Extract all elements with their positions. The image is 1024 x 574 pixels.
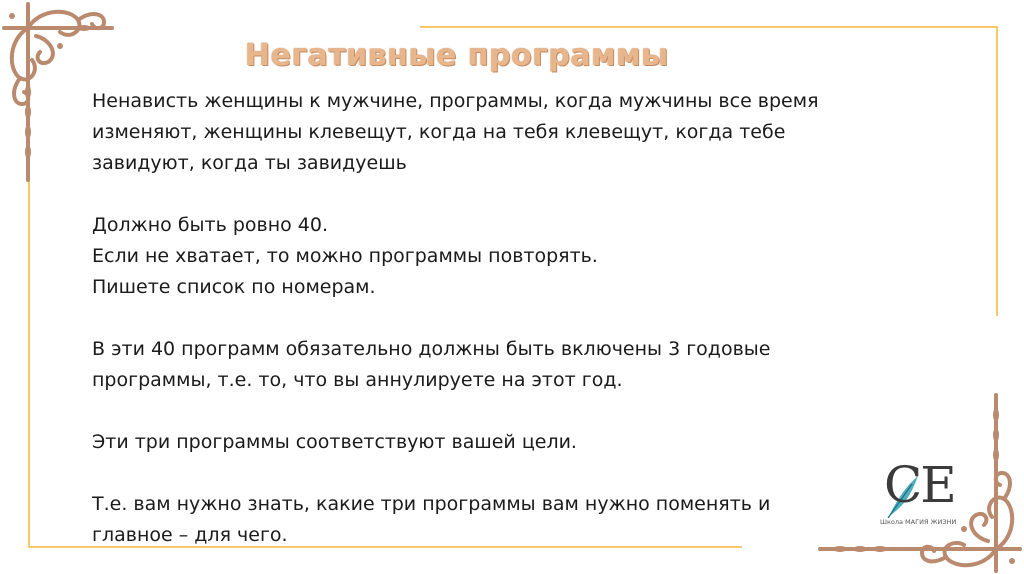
text-line: Ненависть женщины к мужчине, программы, когда мужчины все время: [92, 90, 819, 112]
paragraph-why: [92, 489, 892, 551]
logo-mark: CE: [884, 456, 955, 514]
paragraph-yearly-programs: [92, 334, 892, 396]
text-line: Должно быть ровно 40.: [92, 214, 329, 236]
frame-top-line: [420, 26, 998, 28]
paragraph-count-rules: [92, 210, 892, 303]
slide-body: [92, 86, 892, 551]
text-line: изменяют, женщины клевещут, когда на тебя клевещут, когда тебе: [92, 121, 786, 143]
text-line: В эти 40 программ обязательно должны быть включены 3 годовые: [92, 338, 771, 360]
text-line: завидуют, когда ты завидуешь: [92, 152, 407, 174]
paragraph-goal: [92, 427, 892, 458]
text-line: главное – для чего.: [92, 524, 288, 546]
text-line: программы, т.е. то, что вы аннулируете на этот год.: [92, 369, 623, 391]
school-logo: [878, 456, 966, 534]
text-line: Т.е. вам нужно знать, какие три программы вам нужно поменять и: [92, 493, 771, 515]
frame-left-line: [28, 180, 30, 548]
text-line: Эти три программы соответствуют вашей цели.: [92, 431, 577, 453]
text-line: Если не хватает, то можно программы повторять.: [92, 245, 598, 267]
text-line: Пишете список по номерам.: [92, 276, 376, 298]
logo-caption: Школа МАГИЯ ЖИЗНИ: [880, 518, 957, 526]
frame-right-line: [996, 26, 998, 316]
paragraph-programs: [92, 86, 892, 179]
slide-title: Негативные программы: [245, 38, 669, 73]
